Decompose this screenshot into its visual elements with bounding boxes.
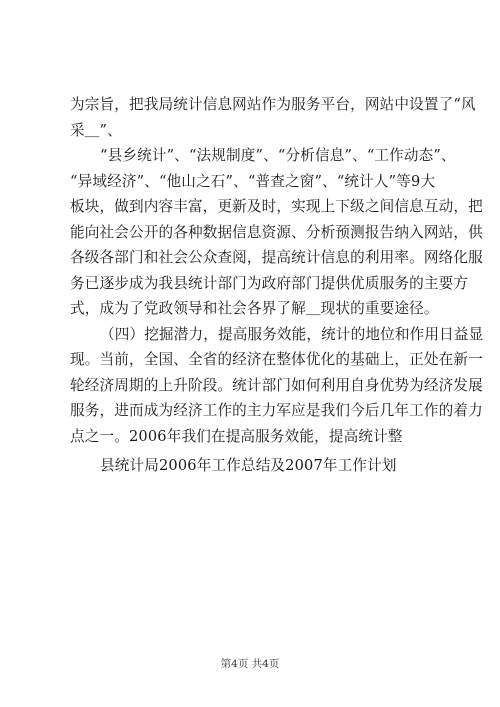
text-line: （四）挖掘潜力，提高服务效能，统计的地位和作用日益显 <box>100 325 484 343</box>
text-line: 采＿”、 <box>70 121 122 139</box>
text-line: “县乡统计”、“法规制度”、“分析信息”、“工作动态”、 <box>100 147 456 164</box>
body-text <box>70 92 484 479</box>
text-line: 现。当前，全国、全省的经济在整体优化的基础上，正处在新一 <box>70 351 483 368</box>
text-line: 式，成为了党政领导和社会各界了解＿现状的重要途径。 <box>70 300 439 317</box>
text-line: 各级各部门和社会公众查阅，提高统计信息的利用率。网络化服 <box>70 249 483 266</box>
text-line: 服务，进而成为经济工作的主力军应是我们今后几年工作的着力 <box>70 402 483 419</box>
text-line: 板块，做到内容丰富，更新及时，实现上下级之间信息互动，把 <box>70 198 483 215</box>
text-line: 务已逐步成为我县统计部门为政府部门提供优质服务的主要方 <box>70 274 469 292</box>
page-footer: 第4页 共4页 <box>220 658 280 670</box>
text-line: “异域经济”、“他山之石”、“普查之窗”、“统计人”等9大 <box>70 172 436 190</box>
document-title-line: 县统计局2006年工作总结及2007年工作计划 <box>100 457 397 474</box>
text-line: 轮经济周期的上升阶段。统计部门如何利用自身优势为经济发展 <box>70 376 483 394</box>
text-line: 能向社会公开的各种数据信息资源、分析预测报告纳入网站，供 <box>70 223 483 241</box>
text-line: 为宗旨，把我局统计信息网站作为服务平台，网站中设置了“风 <box>70 96 476 113</box>
text-line: 点之一。2006年我们在提高服务效能，提高统计整 <box>70 427 403 445</box>
